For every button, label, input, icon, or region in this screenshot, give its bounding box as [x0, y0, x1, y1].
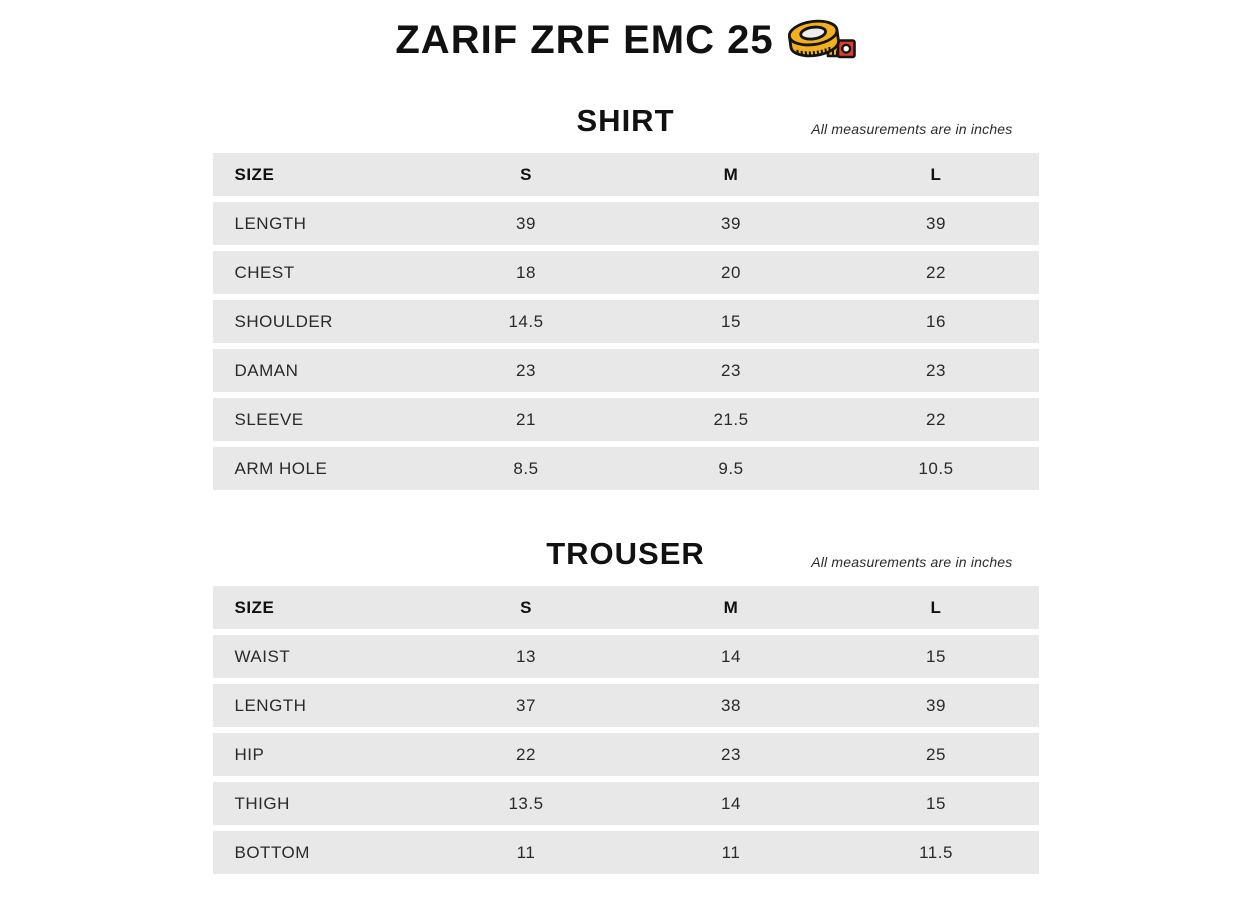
column-header-s: S — [520, 597, 532, 617]
row-label: DAMAN — [234, 360, 299, 380]
page-title: ZARIF ZRF EMC 25 — [395, 17, 774, 62]
table-row-arm-hole — [213, 447, 1039, 490]
table-row-shoulder — [213, 300, 1039, 343]
cell-value: 39 — [516, 213, 536, 233]
cell-value: 21 — [516, 409, 536, 429]
cell-value: 21.5 — [713, 409, 749, 429]
tape-measure-icon — [788, 17, 856, 63]
shirt-header-row — [213, 153, 1039, 196]
trouser-header-row — [213, 586, 1039, 629]
cell-value: 38 — [721, 695, 741, 715]
cell-value: 15 — [926, 793, 946, 813]
cell-value: 9.5 — [718, 458, 744, 478]
row-label: THIGH — [234, 793, 290, 813]
table-row-bottom — [213, 831, 1039, 874]
column-header-l: L — [930, 597, 942, 617]
title-row — [0, 16, 1251, 64]
shirt-measurement-note: All measurements are in inches — [811, 121, 1013, 137]
row-label: HIP — [234, 744, 265, 764]
row-label: CHEST — [234, 262, 295, 282]
shirt-size-table — [213, 153, 1039, 490]
cell-value: 14.5 — [508, 311, 544, 331]
cell-value: 13.5 — [508, 793, 544, 813]
cell-value: 39 — [926, 213, 946, 233]
trouser-size-table — [213, 586, 1039, 874]
trouser-heading: TROUSER — [546, 536, 705, 571]
table-row-length — [213, 202, 1039, 245]
row-label: ARM HOLE — [234, 458, 328, 478]
cell-value: 22 — [516, 744, 536, 764]
row-label: SLEEVE — [234, 409, 304, 429]
cell-value: 37 — [516, 695, 536, 715]
trouser-section-header — [213, 535, 1039, 573]
table-row-waist — [213, 635, 1039, 678]
row-label: LENGTH — [234, 213, 307, 233]
cell-value: 23 — [721, 360, 741, 380]
column-header-s: S — [520, 164, 532, 184]
cell-value: 39 — [926, 695, 946, 715]
row-label: WAIST — [234, 646, 291, 666]
column-header-size: SIZE — [234, 597, 275, 617]
trouser-measurement-note: All measurements are in inches — [811, 554, 1013, 570]
column-header-size: SIZE — [234, 164, 275, 184]
cell-value: 22 — [926, 262, 946, 282]
column-header-l: L — [930, 164, 942, 184]
shirt-heading: SHIRT — [576, 103, 675, 138]
cell-value: 23 — [721, 744, 741, 764]
cell-value: 23 — [926, 360, 946, 380]
cell-value: 11.5 — [919, 842, 953, 862]
cell-value: 22 — [926, 409, 946, 429]
trouser-section — [213, 535, 1039, 874]
table-row-daman — [213, 349, 1039, 392]
cell-value: 14 — [721, 793, 741, 813]
shirt-section — [213, 102, 1039, 490]
row-label: BOTTOM — [234, 842, 310, 862]
table-row-length — [213, 684, 1039, 727]
column-header-m: M — [723, 597, 739, 617]
cell-value: 18 — [516, 262, 536, 282]
cell-value: 11 — [516, 842, 536, 862]
table-row-chest — [213, 251, 1039, 294]
column-header-m: M — [723, 164, 739, 184]
row-label: SHOULDER — [234, 311, 333, 331]
cell-value: 25 — [926, 744, 946, 764]
table-row-hip — [213, 733, 1039, 776]
cell-value: 11 — [721, 842, 741, 862]
cell-value: 14 — [721, 646, 741, 666]
table-row-thigh — [213, 782, 1039, 825]
cell-value: 8.5 — [513, 458, 539, 478]
cell-value: 39 — [721, 213, 741, 233]
row-label: LENGTH — [234, 695, 307, 715]
cell-value: 20 — [721, 262, 741, 282]
cell-value: 16 — [926, 311, 946, 331]
table-row-sleeve — [213, 398, 1039, 441]
shirt-section-header — [213, 102, 1039, 140]
cell-value: 15 — [721, 311, 741, 331]
cell-value: 23 — [516, 360, 536, 380]
cell-value: 15 — [926, 646, 946, 666]
cell-value: 10.5 — [918, 458, 954, 478]
cell-value: 13 — [516, 646, 536, 666]
